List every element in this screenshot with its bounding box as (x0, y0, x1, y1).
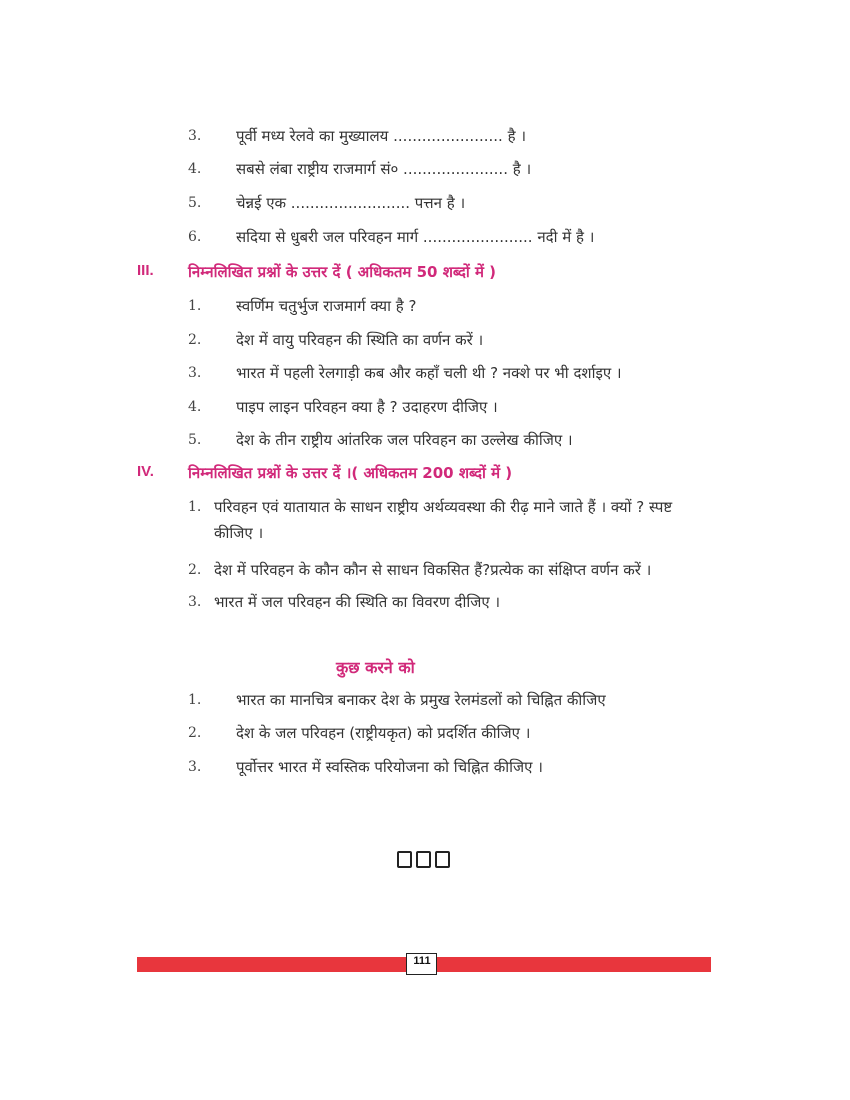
item-text: स्वर्णिम चतुर्भुज राजमार्ग क्या है ? (236, 297, 417, 315)
section-heading: निम्नलिखित प्रश्नों के उत्तर दें ( अधिकतम 50 शब्दों में ) (188, 263, 497, 281)
item-number: 6. (188, 229, 202, 245)
end-box-icon (397, 851, 412, 868)
item-text: चेन्नई एक ......................... पत्तन है । (236, 194, 466, 212)
item-text: पूर्वी मध्य रेलवे का मुख्यालय ....................... है । (236, 127, 526, 145)
item-number: 4. (188, 161, 202, 177)
item-number: 1. (188, 692, 202, 708)
item-number: 2. (188, 332, 202, 348)
item-text: देश के जल परिवहन (राष्ट्रीयकृत) को प्रदर्शित कीजिए । (236, 724, 531, 742)
end-box-icon (416, 851, 431, 868)
section-number: III. (137, 262, 154, 279)
item-text: सबसे लंबा राष्ट्रीय राजमार्ग सं० ...................... है । (236, 160, 532, 178)
item-text: भारत में पहली रेलगाड़ी कब और कहाँ चली थी ? नक्शे पर भी दर्शाइए । (236, 364, 622, 382)
item-text: देश के तीन राष्ट्रीय आंतरिक जल परिवहन का उल्लेख कीजिए । (236, 431, 573, 449)
item-number: 5. (188, 432, 202, 448)
end-box-icon (435, 851, 450, 868)
activity-heading: कुछ करने को (336, 658, 415, 677)
page-number: 111 (413, 955, 431, 967)
section-heading: निम्नलिखित प्रश्नों के उत्तर दें ।( अधिकतम 200 शब्दों में ) (188, 464, 513, 482)
item-number: 4. (188, 399, 202, 415)
item-text: सदिया से धुबरी जल परिवहन मार्ग ....................... नदी में है । (236, 228, 595, 246)
item-number: 1. (188, 499, 202, 515)
item-number: 2. (188, 562, 202, 578)
end-marker (397, 851, 450, 868)
item-text: भारत में जल परिवहन की स्थिति का विवरण दीजिए । (214, 593, 501, 611)
item-number: 1. (188, 298, 202, 314)
section-number: IV. (137, 463, 154, 480)
item-number: 5. (188, 195, 202, 211)
item-text: देश में परिवहन के कौन कौन से साधन विकसित हैं?प्रत्येक का संक्षिप्त वर्णन करें । (214, 561, 652, 579)
item-text: देश में वायु परिवहन की स्थिति का वर्णन करें । (236, 331, 484, 349)
item-number: 3. (188, 594, 202, 610)
item-number: 3. (188, 759, 202, 775)
item-number: 2. (188, 725, 202, 741)
item-number: 3. (188, 128, 202, 144)
item-text: पाइप लाइन परिवहन क्या है ? उदाहरण दीजिए । (236, 398, 498, 416)
item-text: पूर्वोत्तर भारत में स्वस्तिक परियोजना को चिह्नित कीजिए । (236, 758, 543, 776)
item-text: भारत का मानचित्र बनाकर देश के प्रमुख रेलमंडलों को चिह्नित कीजिए (236, 691, 606, 709)
item-text: परिवहन एवं यातायात के साधन राष्ट्रीय अर्थव्यवस्था की रीढ़ माने जाते हैं । क्यों ? स्पष्ट कीजिए । (214, 498, 673, 542)
item-number: 3. (188, 365, 202, 381)
